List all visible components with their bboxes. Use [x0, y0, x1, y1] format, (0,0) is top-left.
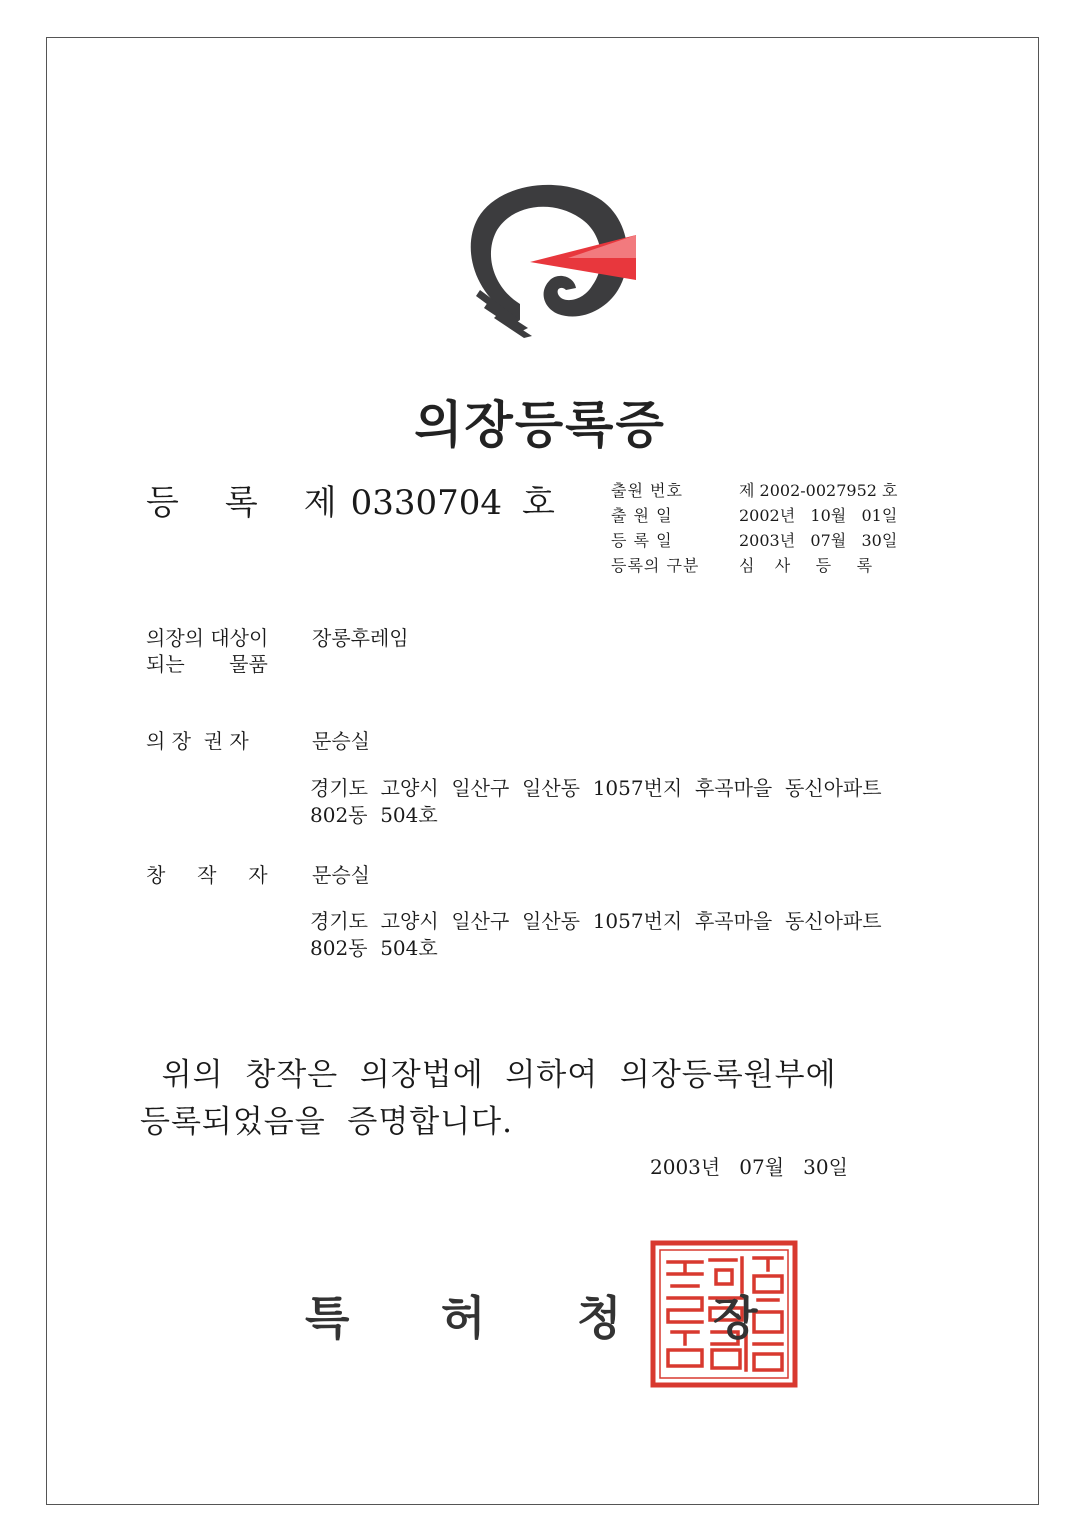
info-label: 출원 번호	[611, 481, 683, 500]
issuer-char-2: 허	[441, 1291, 486, 1345]
address-line: 802동 504호	[310, 803, 438, 827]
info-label: 출 원 일	[611, 506, 673, 525]
info-value: 심 사 등 록	[739, 556, 873, 575]
right-holder-name: 문승실	[312, 729, 370, 753]
certification-line: 등록되었음을 증명합니다.	[140, 1104, 513, 1140]
registration-char-1: 등	[146, 483, 179, 523]
info-row-application-date	[611, 503, 897, 528]
article-value: 장롱후레임	[312, 626, 409, 650]
info-value: 2002년 10월 01일	[739, 506, 898, 525]
right-holder-address	[310, 775, 882, 829]
info-label: 등 록 일	[611, 531, 673, 550]
info-row-application-number	[611, 478, 897, 503]
info-label: 등록의 구분	[611, 556, 700, 575]
certification-date: 2003년 07월 30일	[650, 1155, 848, 1179]
info-value: 제 2002-0027952 호	[739, 481, 898, 500]
creator-address	[310, 908, 882, 962]
info-value: 2003년 07월 30일	[739, 531, 898, 550]
address-line: 경기도 고양시 일산구 일산동 1057번지 후곡마을 동신아파트	[310, 909, 882, 933]
issuer-char-3: 청	[577, 1291, 622, 1345]
registration-char-2: 록	[224, 483, 258, 523]
creator-label: 창 작 자	[146, 863, 268, 887]
info-row-registration-date	[611, 528, 897, 553]
certification-statement	[140, 1052, 837, 1146]
registration-suffix: 호	[522, 483, 555, 523]
registration-char-3: 제	[303, 483, 337, 523]
issuer-char-4: 장	[713, 1291, 758, 1345]
application-info-table	[611, 478, 897, 578]
creator-name: 문승실	[312, 863, 370, 887]
address-line: 경기도 고양시 일산구 일산동 1057번지 후곡마을 동신아파트	[310, 776, 882, 800]
right-holder-label: 의 장 권 자	[146, 729, 249, 753]
certification-line: 위의 창작은 의장법에 의하여 의장등록원부에	[140, 1057, 837, 1093]
registration-number-line	[146, 475, 555, 524]
article-label-line1: 의장의 대상이	[146, 626, 269, 650]
info-row-registration-type	[611, 553, 897, 578]
government-emblem-logo	[458, 180, 644, 340]
document-title: 의장등록증	[414, 396, 666, 454]
registration-number: 0330704	[350, 483, 503, 523]
address-line: 802동 504호	[310, 936, 438, 960]
issuer-char-1: 특	[305, 1291, 350, 1345]
article-label-line2: 되는 물품	[146, 652, 268, 676]
